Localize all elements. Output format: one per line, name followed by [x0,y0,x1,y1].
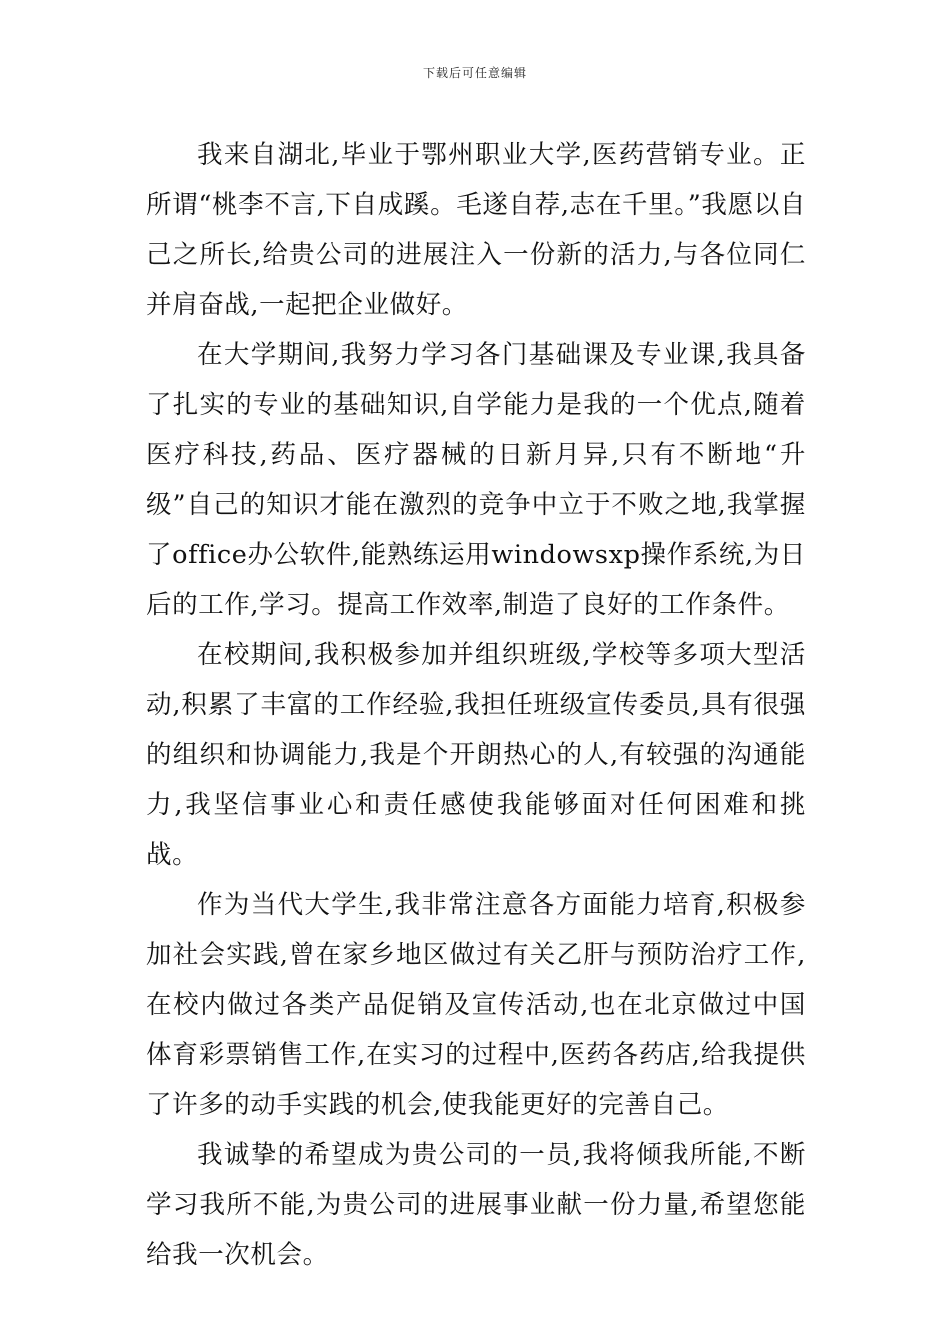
paragraph-1: 我来自湖北,毕业于鄂州职业大学,医药营销专业。正所谓“桃李不言,下自成蹊。毛遂自荐,志在千里。”我愿以自己之所长,给贵公司的进展注入一份新的活力,与各位同仁并肩奋战,一起把企业做好。 [146,140,806,320]
paragraph-5: 我诚挚的希望成为贵公司的一员,我将倾我所能,不断学习我所不能,为贵公司的进展事业献一份力量,希望您能给我一次机会。 [146,1140,806,1270]
header-note: 下载后可任意编辑 [422,66,527,80]
paragraph-4: 作为当代大学生,我非常注意各方面能力培育,积极参加社会实践,曾在家乡地区做过有关乙肝与预防治疗工作,在校内做过各类产品促销及宣传活动,也在北京做过中国体育彩票销售工作,在实习的过程中,医药各药店,给我提供了许多的动手实践的机会,使我能更好的完善自己。 [146,890,806,1120]
paragraph-2: 在大学期间,我努力学习各门基础课及专业课,我具备了扎实的专业的基础知识,自学能力是我的一个优点,随着医疗科技,药品、医疗器械的日新月异,只有不断地“升级”自己的知识才能在激烈的竞争中立于不败之地,我掌握了office办公软件,能熟练运用windowsxp操作系统,为日后的工作,学习。提高工作效率,制造了良好的工作条件。 [146,340,806,620]
document-body [146,130,806,1280]
paragraph-3: 在校期间,我积极参加并组织班级,学校等多项大型活动,积累了丰富的工作经验,我担任班级宣传委员,具有很强的组织和协调能力,我是个开朗热心的人,有较强的沟通能力,我坚信事业心和责任感使我能够面对任何困难和挑战。 [146,640,806,870]
